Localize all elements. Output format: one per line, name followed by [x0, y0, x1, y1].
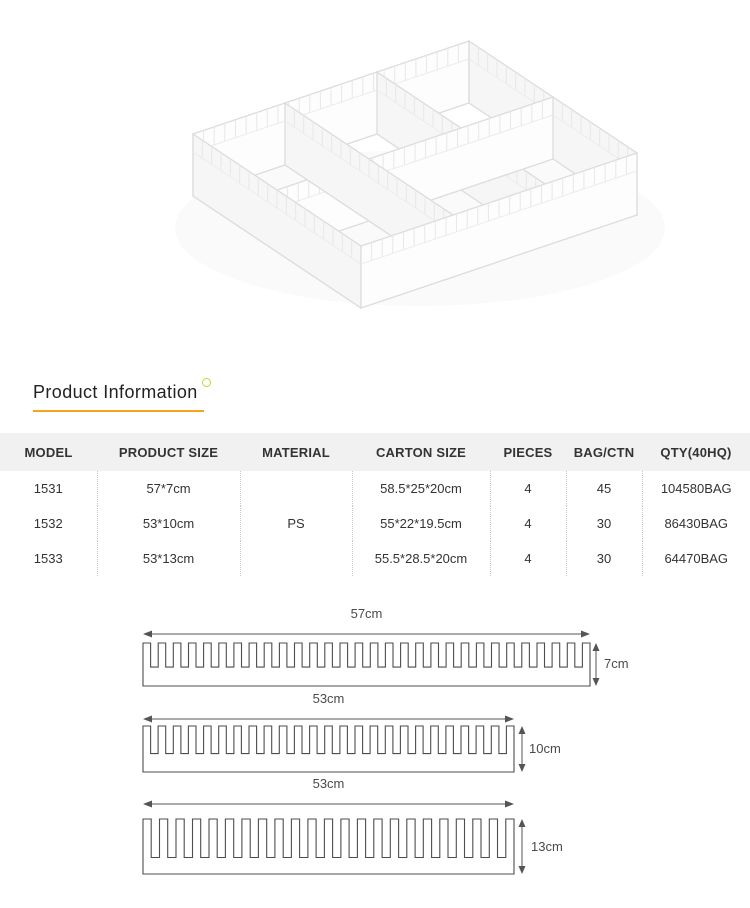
cell-bag-ctn: 30: [566, 541, 642, 576]
cell-qty-40hq: 104580BAG: [642, 471, 750, 506]
header-row: [0, 433, 750, 471]
col-header-model: MODEL: [0, 433, 97, 471]
cell-carton-size: 55.5*28.5*20cm: [352, 541, 490, 576]
col-header-bag-ctn: BAG/CTN: [566, 433, 642, 471]
cell-bag-ctn: 30: [566, 506, 642, 541]
cell-qty-40hq: 64470BAG: [642, 541, 750, 576]
section-heading: [0, 362, 750, 433]
divider-strip-drawing: [143, 819, 514, 874]
height-dimension-label: 10cm: [529, 741, 561, 756]
width-dimension-label: 53cm: [312, 691, 345, 706]
width-dimension-arrow: [143, 799, 514, 809]
divider-strip-drawing: [143, 726, 514, 772]
col-header-product-size: PRODUCT SIZE: [97, 433, 240, 471]
page-title: Product Information: [33, 382, 204, 412]
col-header-carton-size: CARTON SIZE: [352, 433, 490, 471]
col-header-material: MATERIAL: [240, 433, 352, 471]
width-dimension-arrow: [143, 714, 514, 724]
table-row: [0, 541, 750, 576]
col-header-pieces: PIECES: [490, 433, 566, 471]
cell-product-size: 53*13cm: [97, 541, 240, 576]
cell-model: 1533: [0, 541, 97, 576]
page-title-wrap: [33, 382, 204, 412]
divider-strip-drawing: [143, 643, 590, 686]
product-photo: [0, 0, 750, 362]
drawer-divider-grid-image: [0, 0, 750, 362]
cell-pieces: 4: [490, 541, 566, 576]
table-row: [0, 471, 750, 506]
cell-pieces: 4: [490, 506, 566, 541]
width-dimension-arrow: [143, 629, 590, 639]
width-dimension-label: 57cm: [350, 606, 383, 621]
cell-carton-size: 55*22*19.5cm: [352, 506, 490, 541]
cell-pieces: 4: [490, 471, 566, 506]
dimension-diagrams: [0, 576, 750, 908]
height-dimension-arrow: [591, 643, 601, 686]
height-dimension-arrow: [517, 726, 527, 772]
height-dimension-label: 7cm: [604, 656, 629, 671]
height-dimension-label: 13cm: [531, 839, 563, 854]
cell-product-size: 53*10cm: [97, 506, 240, 541]
cell-material: PS: [240, 471, 352, 576]
cell-qty-40hq: 86430BAG: [642, 506, 750, 541]
col-header-qty-40hq: QTY(40HQ): [642, 433, 750, 471]
table-row: [0, 506, 750, 541]
cell-model: 1532: [0, 506, 97, 541]
cell-bag-ctn: 45: [566, 471, 642, 506]
cell-product-size: 57*7cm: [97, 471, 240, 506]
leaf-circle-icon: [202, 378, 211, 387]
cell-model: 1531: [0, 471, 97, 506]
height-dimension-arrow: [517, 819, 527, 874]
cell-carton-size: 58.5*25*20cm: [352, 471, 490, 506]
spec-table: [0, 433, 750, 576]
width-dimension-label: 53cm: [312, 776, 345, 791]
